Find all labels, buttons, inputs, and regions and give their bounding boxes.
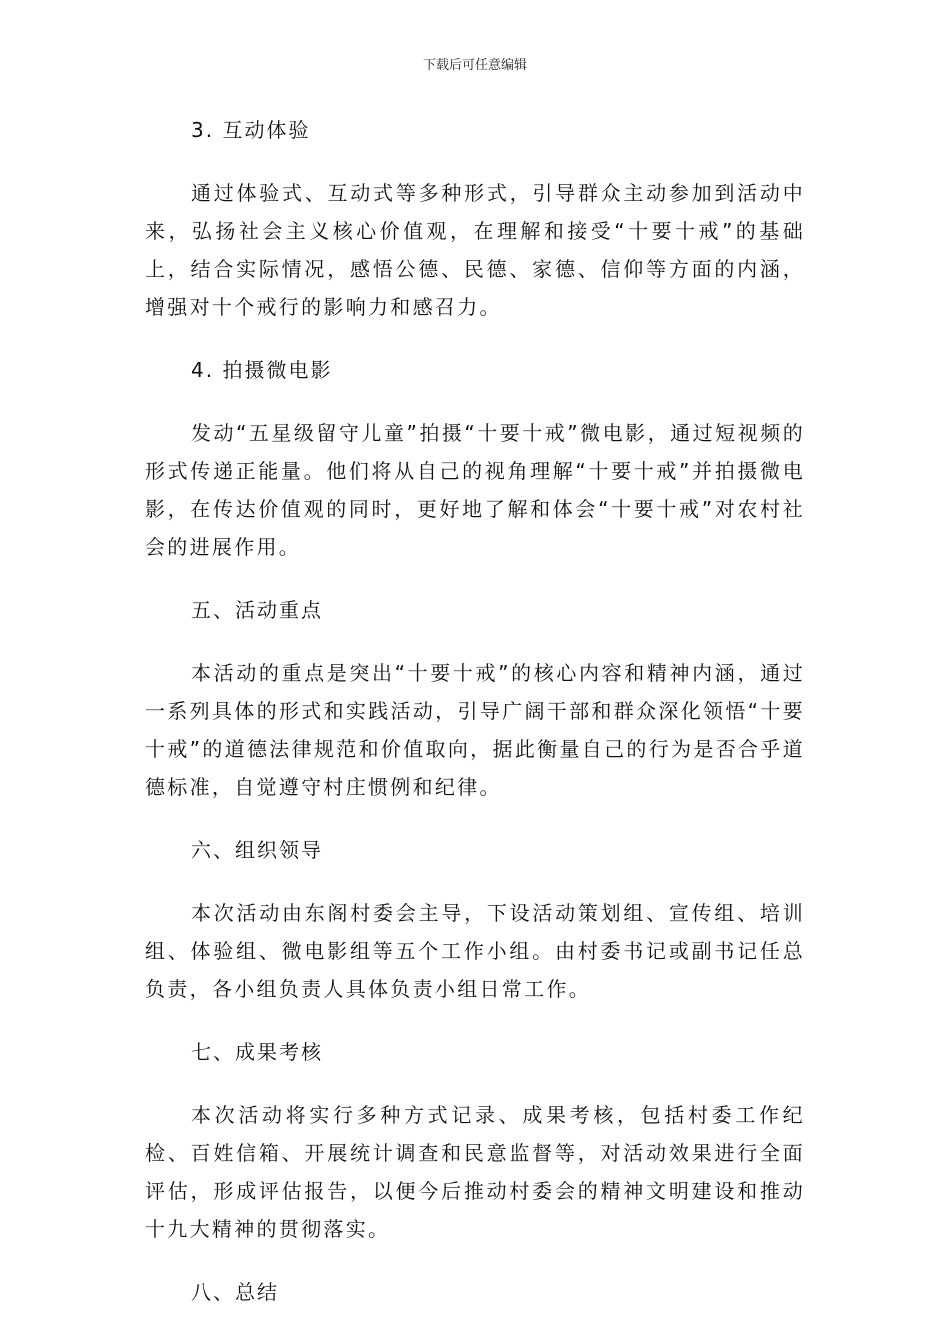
section-heading-activity-focus: 五、活动重点 (191, 598, 323, 622)
section-paragraph-assessment: 本次活动将实行多种方式记录、成果考核，包括村委工作纪检、百姓信箱、开展统计调查和民意监督等，对活动效果进行全面评估，形成评估报告，以便今后推动村委会的精神文明建设和推动十九大精神的贯彻落实。 (145, 1103, 805, 1241)
section-heading-assessment: 七、成果考核 (191, 1040, 323, 1064)
section-heading-summary: 八、总结 (191, 1280, 279, 1304)
document-body (145, 111, 805, 1311)
section-heading-interactive-experience: 3. 互动体验 (191, 118, 311, 142)
page-header: 下载后可任意编辑 (422, 58, 527, 73)
section-paragraph-organization: 本次活动由东阁村委会主导，下设活动策划组、宣传组、培训组、体验组、微电影组等五个工作小组。由村委书记或副书记任总负责，各小组负责人具体负责小组日常工作。 (145, 901, 805, 1001)
section-heading-micro-film: 4. 拍摄微电影 (191, 358, 333, 382)
section-paragraph-interactive-experience: 通过体验式、互动式等多种形式，引导群众主动参加到活动中来，弘扬社会主义核心价值观，在理解和接受“十要十戒”的基础上，结合实际情况，感悟公德、民德、家德、信仰等方面的内涵，增强对十个戒行的影响力和感召力。 (145, 181, 805, 319)
section-heading-organization: 六、组织领导 (191, 838, 323, 862)
section-paragraph-activity-focus: 本活动的重点是突出“十要十戒”的核心内容和精神内涵，通过一系列具体的形式和实践活动，引导广阔干部和群众深化领悟“十要十戒”的道德法律规范和价值取向，据此衡量自己的行为是否合乎道德标准，自觉遵守村庄惯例和纪律。 (145, 661, 805, 799)
section-paragraph-micro-film: 发动“五星级留守儿童”拍摄“十要十戒”微电影，通过短视频的形式传递正能量。他们将从自己的视角理解“十要十戒”并拍摄微电影，在传达价值观的同时，更好地了解和体会“十要十戒”对农村社会的进展作用。 (145, 421, 805, 559)
